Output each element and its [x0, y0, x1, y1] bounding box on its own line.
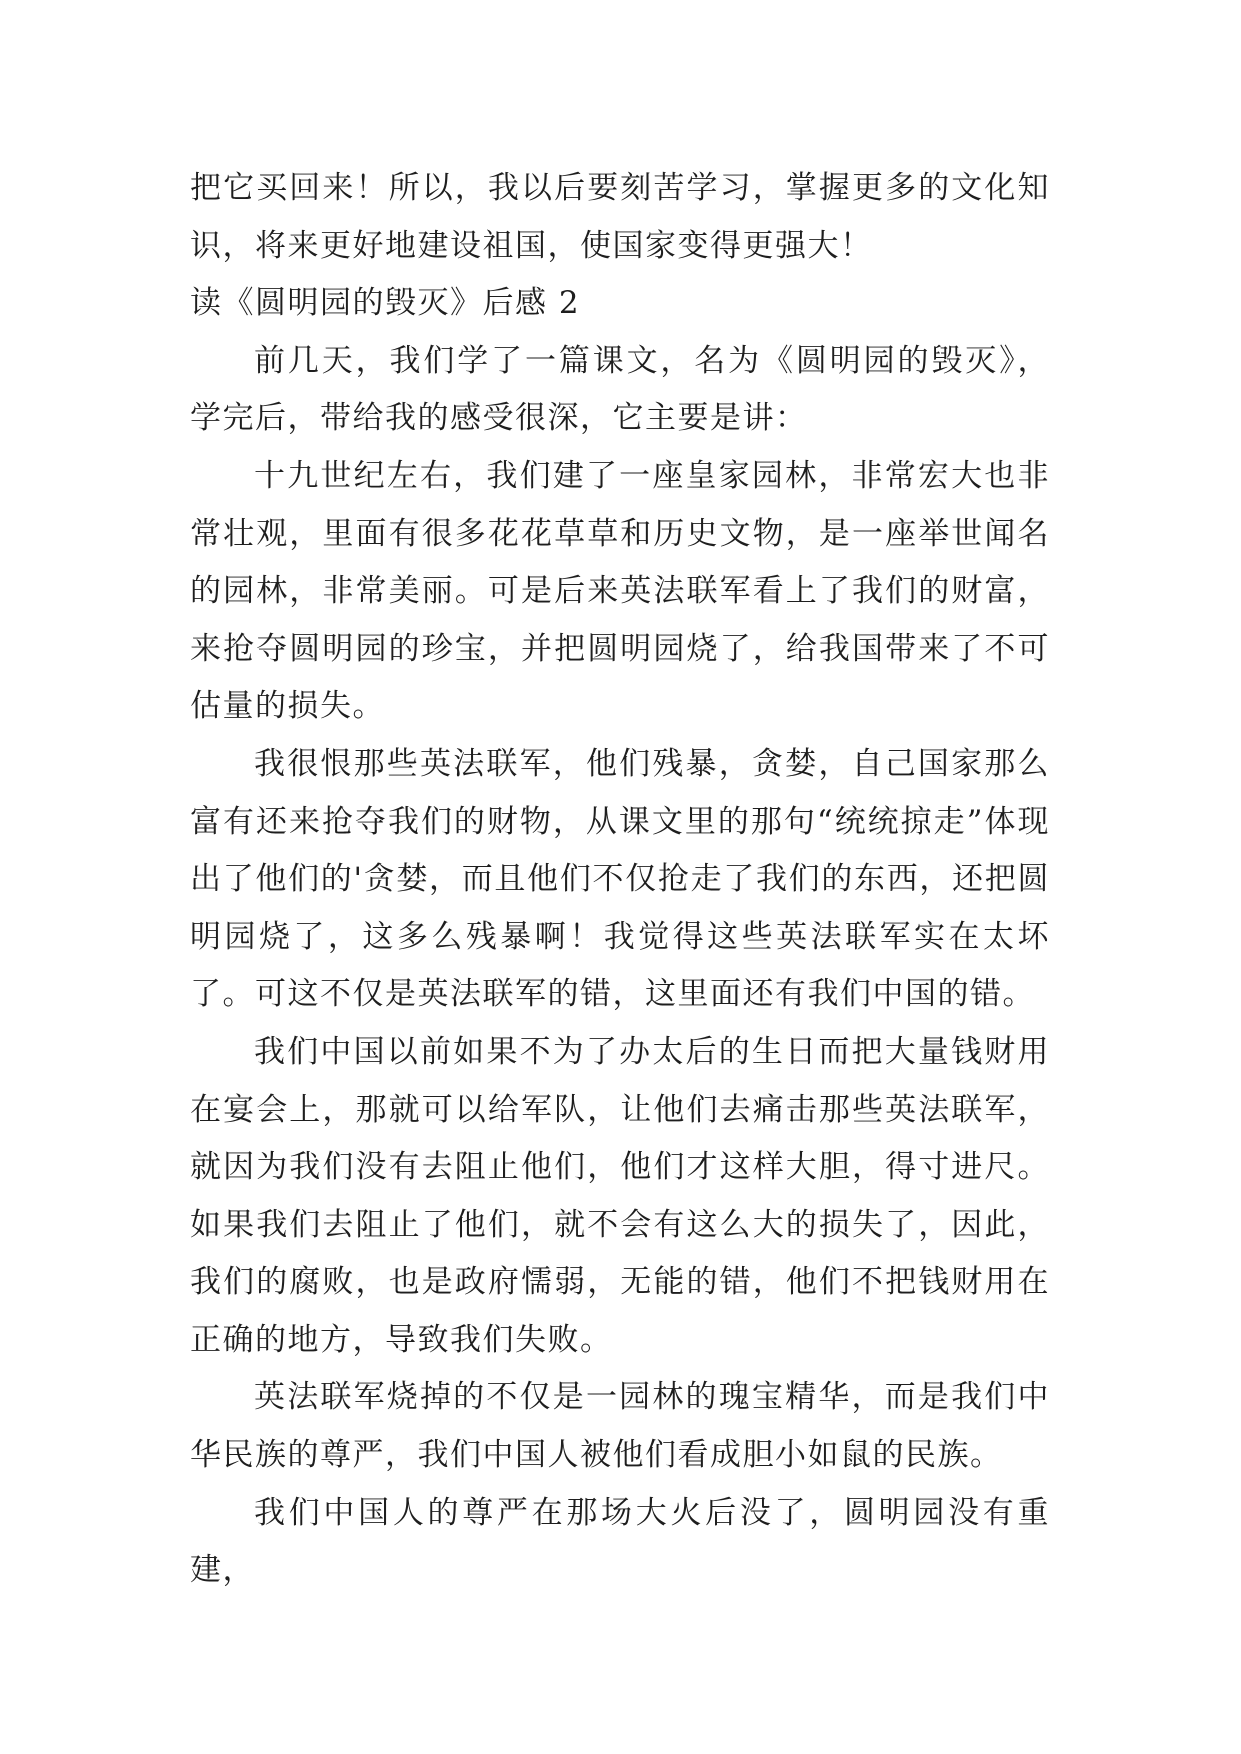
paragraph-anger: 我很恨那些英法联军，他们残暴，贪婪，自己国家那么富有还来抢夺我们的财物，从课文里的那句“统统掠走”体现出了他们的'贪婪，而且他们不仅抢走了我们的东西，还把圆明园烧了，这多么残暴啊！我觉得这些英法联军实在太坏了。可这不仅是英法联军的错，这里面还有我们中国的错。 — [190, 745, 1050, 1013]
paragraph-reflection: 我们中国以前如果不为了办太后的生日而把大量钱财用在宴会上，那就可以给军队，让他们去痛击那些英法联军，就因为我们没有去阻止他们，他们才这样大胆，得寸进尺。如果我们去阻止了他们，就不会有这么大的损失了，因此，我们的腐败，也是政府懦弱，无能的错，他们不把钱财用在正确的地方，导致我们失败。 — [190, 1033, 1050, 1358]
paragraph-continuation: 把它买回来！所以，我以后要刻苦学习，掌握更多的文化知识，将来更好地建设祖国，使国家变得更强大！ — [190, 170, 1050, 264]
essay-title: 读《圆明园的毁灭》后感 2 — [190, 285, 581, 322]
paragraph-closing: 我们中国人的尊严在那场大火后没了，圆明园没有重建， — [190, 1494, 1050, 1589]
paragraph-history: 十九世纪左右，我们建了一座皇家园林，非常宏大也非常壮观，里面有很多花花草草和历史文物，是一座举世闻名的园林，非常美丽。可是后来英法联军看上了我们的财富，来抢夺圆明园的珍宝，并把圆明园烧了，给我国带来了不可估量的损失。 — [190, 457, 1050, 725]
paragraph-dignity: 英法联军烧掉的不仅是一园林的瑰宝精华，而是我们中华民族的尊严，我们中国人被他们看成胆小如鼠的民族。 — [190, 1379, 1050, 1474]
paragraph-intro: 前几天，我们学了一篇课文，名为《圆明园的毁灭》，学完后，带给我的感受很深，它主要是讲： — [190, 342, 1050, 437]
document-body — [190, 160, 1050, 1600]
